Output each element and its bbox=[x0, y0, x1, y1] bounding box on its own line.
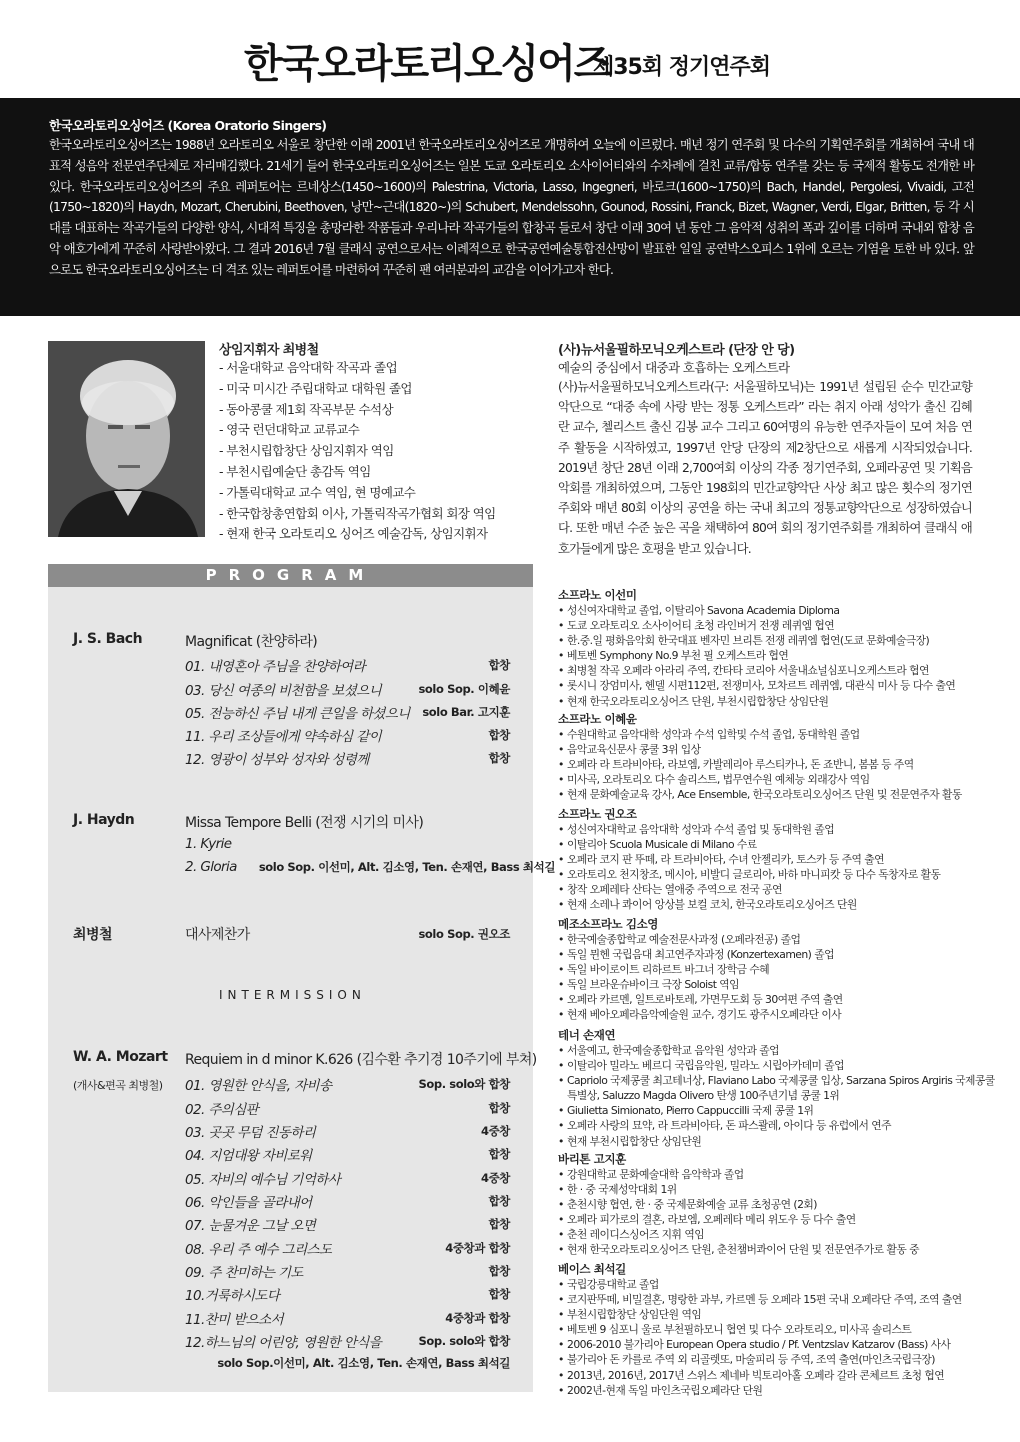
list-item: • 강원대학교 문화예술대학 음악학과 졸업 bbox=[558, 1167, 998, 1182]
soloist-block bbox=[558, 587, 998, 709]
composer-arranger: (개사&편곡 최병철) bbox=[73, 1079, 163, 1092]
list-item: - 미국 미시간 주립대학교 대학원 졸업 bbox=[219, 380, 412, 396]
soloist-name: 메조소프라노 김소영 bbox=[558, 917, 658, 931]
movement-performer: Sop. solo와 합창 bbox=[418, 1334, 510, 1348]
movement-title: 11.찬미 받으소서 bbox=[185, 1312, 284, 1328]
list-item: • 창작 오페레타 산타는 열애중 주역으로 전국 공연 bbox=[558, 882, 998, 897]
list-item: • 한.중.일 평화음악회 한국대표 벤자민 브리튼 전쟁 레퀴엠 협연(도쿄 문화예술극장) bbox=[558, 633, 998, 648]
list-item: • 불가리아 돈 카를로 주역 외 리골렛또, 마술피리 등 주역, 조역 출연(마인츠국립극장) bbox=[558, 1352, 998, 1367]
list-item: • 오페라 카르멘, 일트로바토레, 가면무도회 등 30여편 주역 출연 bbox=[558, 992, 998, 1007]
movement-performer: 4중창과 합창 bbox=[445, 1311, 510, 1325]
soloist-career-list bbox=[558, 603, 998, 709]
work-missa: Missa Tempore Belli (전쟁 시기의 미사) bbox=[185, 815, 424, 831]
movement-line bbox=[185, 859, 555, 875]
movement-title: 07. 눈물겨운 그날 오면 bbox=[185, 1218, 316, 1234]
movement-performer: solo Bar. 고지훈 bbox=[422, 705, 510, 719]
movement-title: 05. 자비의 예수님 기억하사 bbox=[185, 1172, 341, 1188]
list-item: • 현재 부천시립합창단 상임단원 bbox=[558, 1134, 998, 1149]
list-item: - 현재 한국 오라토리오 싱어즈 예술감독, 상임지휘자 bbox=[219, 526, 488, 542]
movement-performer: 합창 bbox=[488, 1101, 510, 1115]
list-item: • 현재 한국오라토리오싱어즈 단원, 춘천챔버콰이어 단원 및 전문연주가로 활동 중 bbox=[558, 1242, 998, 1257]
conductor-career-list bbox=[219, 358, 496, 545]
soloist-block bbox=[558, 1261, 998, 1398]
work-magnificat: Magnificat (찬양하라) bbox=[185, 634, 318, 650]
movement-performer: 합창 bbox=[488, 728, 510, 742]
list-item: • Giulietta Simionato, Pierro Cappuccilli 국제 콩쿨 1위 bbox=[558, 1103, 998, 1118]
list-item: • 이탈리아 밀라노 베르디 국립음악원, 밀라노 시립아카데미 졸업 bbox=[558, 1058, 998, 1073]
list-item: • 현재 베아오페라음악예술원 교수, 경기도 광주시오페라단 이사 bbox=[558, 1007, 998, 1022]
movement-title: 12.하느님의 어린양, 영원한 안식을 bbox=[185, 1335, 382, 1351]
list-item: • 수원대학교 음악대학 성악과 수석 입학및 수석 졸업, 동대학원 졸업 bbox=[558, 727, 998, 742]
soloist-name: 소프라노 권오조 bbox=[558, 807, 637, 821]
movement-performer: 4중창 bbox=[480, 1171, 510, 1185]
movement-performer: solo Sop. 이혜윤 bbox=[418, 682, 510, 696]
list-item: - 부천시립예술단 총감독 역임 bbox=[219, 463, 371, 479]
movement-performer: Sop. solo와 합창 bbox=[418, 1077, 510, 1091]
list-item: • 현재 한국오라토리오싱어즈 단원, 부천시립합창단 상임단원 bbox=[558, 694, 998, 709]
movement-title: 1. Kyrie bbox=[185, 836, 232, 852]
soloist-career-list bbox=[558, 1043, 998, 1149]
movement-title: 01. 영원한 안식을, 자비송 bbox=[185, 1078, 332, 1094]
list-item: • 서울예고, 한국예술종합학교 음악원 성악과 졸업 bbox=[558, 1043, 998, 1058]
list-item: - 가톨릭대학교 교수 역임, 현 명예교수 bbox=[219, 484, 416, 500]
list-item: • 음악교육신문사 콩쿨 3위 입상 bbox=[558, 742, 998, 757]
orchestra-title: (사)뉴서울필하모닉오케스트라 (단장 안 당) bbox=[558, 343, 795, 358]
movement-title: 05. 전능하신 주님 내게 큰일을 하셨으니 bbox=[185, 706, 410, 722]
movement-title: 12. 영광이 성부와 성자와 성령께 bbox=[185, 752, 369, 768]
soloist-name: 베이스 최석길 bbox=[558, 1262, 626, 1276]
movement-performer: 합창 bbox=[488, 751, 510, 765]
list-item: • 독일 브라운슈바이크 극장 Soloist 역임 bbox=[558, 977, 998, 992]
movement-performer: solo Sop. 권오조 bbox=[418, 927, 510, 941]
soloist-career-list bbox=[558, 1277, 998, 1398]
list-item: • 독일 뮌헨 국립음대 최고연주자과정 (Konzertexamen) 졸업 bbox=[558, 947, 998, 962]
list-item: • 현재 문화예술교육 강사, Ace Ensemble, 한국오라토리오싱어즈 단원 및 전문연주자 활동 bbox=[558, 787, 998, 802]
work-requiem: Requiem in d minor K.626 (김수환 추기경 10주기에 부쳐) bbox=[185, 1052, 537, 1068]
movement-performer: 합창 bbox=[488, 1147, 510, 1161]
list-item: • 춘천 레이디스싱어즈 지휘 역임 bbox=[558, 1227, 998, 1242]
movement-title: 03. 곳곳 무덤 진동하리 bbox=[185, 1125, 316, 1141]
work-hymn: 대사제찬가 bbox=[185, 927, 250, 943]
movement-title: 10.거룩하시도다 bbox=[185, 1288, 280, 1304]
movement-title: 06. 악인들을 골라내어 bbox=[185, 1195, 312, 1211]
list-item: - 영국 런던대학교 교류교수 bbox=[219, 422, 360, 438]
list-item: • 2013년, 2016년, 2017년 스위스 제네바 빅토리아홀 오페라 갈라 콘체르트 초청 협연 bbox=[558, 1368, 998, 1383]
list-item: • 성신여자대학교 졸업, 이탈리아 Savona Academia Diploma bbox=[558, 603, 998, 618]
soloist-name: 바리톤 고지훈 bbox=[558, 1152, 626, 1166]
list-item: - 부천시립합창단 상임지휘자 역임 bbox=[219, 443, 394, 459]
soloist-name: 테너 손재연 bbox=[558, 1028, 616, 1042]
list-item: • 베토벤 9 심포니 울로 부천필하모니 협연 및 다수 오라토리오, 미사곡 솔리스트 bbox=[558, 1322, 998, 1337]
list-item: • 부천시립합창단 상임단원 역임 bbox=[558, 1307, 998, 1322]
list-item: • 한국예술종합학교 예술전문사과정 (오페라전공) 졸업 bbox=[558, 932, 998, 947]
conductor-photo bbox=[48, 341, 205, 537]
list-item: • 도쿄 오라토리오 소사이어티 초청 라인버거 전쟁 레퀴엠 협연 bbox=[558, 618, 998, 633]
list-item: • 성신여자대학교 음악대학 성악과 수석 졸업 및 동대학원 졸업 bbox=[558, 822, 998, 837]
list-item: • 이탈리아 Scuola Musicale di Milano 수료 bbox=[558, 837, 998, 852]
movement-title: 11. 우리 조상들에게 약속하심 같이 bbox=[185, 729, 382, 745]
soloist-career-list bbox=[558, 1167, 998, 1258]
soloist-block bbox=[558, 806, 998, 913]
portrait-illustration bbox=[48, 341, 205, 537]
movement-performer: 합창 bbox=[488, 1194, 510, 1208]
composer-bach: J. S. Bach bbox=[73, 631, 143, 647]
soloist-block bbox=[558, 916, 998, 1023]
list-item: • 미사곡, 오라토리오 다수 솔리스트, 법무연수원 예체능 외래강사 역임 bbox=[558, 772, 998, 787]
orchestra-body: (사)뉴서울필하모닉오케스트라(구: 서울필하모닉)는 1991년 설립된 순수 민간교향악단으로 “대중 속에 사랑 받는 정통 오케스트라” 라는 취지 아래 성악가 출신 김혜란 교수, 첼리스트 출신 김봉 교수 그리고 60여명의 유능한 연주자들이 모여 처음 연주 활동을 시작하였고, 1997년 안당 단장의 제2창단으로 새롭게 시작되었습니다. 2019년 창단 28년 이래 2,700여회 이상의 각종 정기연주회, 오페라공연 및 기획음악회를 개최하였으며, 그동안 198회의 민간교향악단 사상 최고 많은 횟수의 정기연주회와 매년 80회 이상의 공연을 하는 국내 최고의 정통교향악단으로 성장하였습니다. 또한 매년 수준 높은 곡을 채택하여 80여 회의 정기연주회를 개최하여 클래식 애호가들에게 많은 호평을 받고 있습니다. bbox=[558, 380, 972, 556]
movement-performer: 합창 bbox=[488, 1264, 510, 1278]
intro-heading: 한국오라토리오싱어즈 (Korea Oratorio Singers) bbox=[49, 118, 327, 133]
orchestra-subtitle: 예술의 중심에서 대중과 호흡하는 오케스트라 bbox=[558, 360, 790, 375]
soloist-block bbox=[558, 1027, 998, 1149]
soloist-career-list bbox=[558, 727, 998, 802]
movement-title: 08. 우리 주 예수 그리스도 bbox=[185, 1242, 332, 1258]
list-item: • Capriolo 국제콩쿨 최고테너상, Flaviano Labo 국제콩쿨 입상, Sarzana Spiros Argiris 국제콩쿨 특별상, Saluzzo Magda Olivero 탄생 100주년기념 콩쿨 1위 bbox=[558, 1073, 998, 1103]
composer-choi: 최병철 bbox=[73, 927, 113, 943]
intro-body: 한국오라토리오싱어즈는 1988년 오라토리오 서울로 창단한 이래 2001년 한국오라토리오싱어즈로 개명하여 오늘에 이르렀다. 매년 정기 연주회 및 다수의 기획연주회를 개최하여 국내 대표적 성음악 전문연주단체로 자리매김했다. 21세기 들어 한국오라토리오싱어즈는 일본 도쿄 오라토리오 소사이어티와의 수차례에 걸친 교류/합동 연주를 갖는 등 국제적 활동도 전개한 바 있다. 한국오라토리오싱어즈의 주요 레퍼토어는 르네상스(1450~1600)의 Palestrina, Victoria, Lasso, Ingegneri, 바로크(1600~1750)의 Bach, Handel, Pergolesi, Vivaidi, 고전(1750~1820)의 Haydn, Mozart, Cherubini, Beethoven, 낭만~근대(1820~)의 Schubert, Mendelssohn, Gounod, Rossini, Franck, Bizet, Wagner, Verdi, Elgar, Britten, 등 각 시대를 대표하는 작곡가들의 다양한 양식, 시대적 특징을 총망라한 작품들과 우리나라 작곡가들의 합창곡 들로서 창단 이래 30여 년 동안 그 음악적 성취의 폭과 깊이를 더하며 국내외 합창 음악 애호가에게 꾸준히 사랑받아왔다. 그 결과 2016년 7월 클래식 공연으로서는 이례적으로 한국공연예술통합전산망이 발표한 일일 공연박스오피스 1위에 오르는 기염을 토한 바 있다. 앞으로도 한국오라토리오싱어즈는 더 격조 있는 레퍼토어를 마련하여 꾸준히 팬 여러분과의 교감을 이어가고자 한다. bbox=[49, 138, 974, 277]
movement-title: 2. Gloria bbox=[185, 859, 237, 875]
intro-section bbox=[0, 98, 1020, 316]
list-item: - 한국합창총연합회 이사, 가톨릭작곡가협회 회장 역임 bbox=[219, 505, 496, 521]
page-title: 한국오라토리오싱어즈 bbox=[244, 41, 611, 87]
movement-title: 04. 지엄대왕 자비로워 bbox=[185, 1148, 312, 1164]
movement-performer: 4중창 bbox=[480, 1124, 510, 1138]
soloist-block bbox=[558, 711, 998, 802]
soloist-career-list bbox=[558, 932, 998, 1023]
list-item: - 서울대학교 음악대학 작곡과 졸업 bbox=[219, 360, 398, 375]
list-item: • 베토벤 Symphony No.9 부천 필 오케스트라 협연 bbox=[558, 648, 998, 663]
list-item: • 코지판뚜떼, 비밀결혼, 명랑한 과부, 카르멘 등 오페라 15편 국내 오페라단 주역, 조역 출연 bbox=[558, 1292, 998, 1307]
list-item: • 한 · 중 국제성악대회 1위 bbox=[558, 1182, 998, 1197]
list-item: • 춘천시향 협연, 한 · 중 국제문화예술 교류 초청공연 (2회) bbox=[558, 1197, 998, 1212]
movement-performer: solo Sop. 이선미, Alt. 김소영, Ten. 손재연, Bass 최석길 bbox=[258, 860, 556, 874]
movement-performer: 합창 bbox=[488, 658, 510, 672]
movement-title: 02. 주의심판 bbox=[185, 1102, 259, 1118]
movement-title: 09. 주 찬미하는 기도 bbox=[185, 1265, 303, 1281]
list-item: • 최병철 작곡 오페라 아라리 주역, 칸타타 코리아 서울내쇼널심포니오케스트라 협연 bbox=[558, 663, 998, 678]
composer-haydn: J. Haydn bbox=[73, 812, 135, 828]
list-item: • 국립강릉대학교 졸업 bbox=[558, 1277, 998, 1292]
soloist-name: 소프라노 이선미 bbox=[558, 588, 637, 602]
soloist-name: 소프라노 이혜윤 bbox=[558, 712, 637, 726]
intermission-label: INTERMISSION bbox=[219, 988, 366, 1002]
conductor-title: 상임지휘자 최병철 bbox=[219, 343, 319, 358]
list-item: • 오라토리오 천지창조, 메시아, 비발디 글로리아, 바하 마니피캇 등 다수 독창자로 활동 bbox=[558, 867, 998, 882]
list-item: • 롯시니 장엄미사, 헨델 시편112편, 전쟁미사, 모차르트 레퀴엠, 대관식 미사 등 다수 출연 bbox=[558, 678, 998, 693]
movement-performer: 4중창과 합창 bbox=[445, 1241, 510, 1255]
soloist-block bbox=[558, 1151, 998, 1258]
list-item: • 2006-2010 불가리아 European Opera studio / Pf. Ventzslav Katzarov (Bass) 사사 bbox=[558, 1337, 998, 1352]
composer-mozart: W. A. Mozart bbox=[73, 1049, 168, 1065]
list-item: • 2002년-현재 독일 마인츠국립오페라단 단원 bbox=[558, 1383, 998, 1398]
list-item: - 동아콩쿨 제1회 작곡부문 수석상 bbox=[219, 401, 393, 417]
requiem-soloists: solo Sop.이선미, Alt. 김소영, Ten. 손재연, Bass 최석길 bbox=[217, 1356, 510, 1370]
movement-title: 01. 내영혼아 주님을 찬양하여라 bbox=[185, 659, 366, 675]
program-bar: PROGRAM bbox=[48, 564, 533, 587]
movement-title: 03. 당신 여종의 비천함을 보셨으니 bbox=[185, 683, 382, 699]
list-item: • 오페라 사랑의 묘약, 라 트라비아타, 돈 파스콸레, 아이다 등 유럽에서 연주 bbox=[558, 1118, 998, 1133]
movement-performer: 합창 bbox=[488, 1217, 510, 1231]
list-item: • 현재 소레나 콰이어 앙상블 보컬 코치, 한국오라토리오싱어즈 단원 bbox=[558, 897, 998, 912]
concert-subtitle: 제35회 정기연주회 bbox=[593, 55, 771, 80]
list-item: • 독일 바이로이트 리하르트 바그너 장학금 수혜 bbox=[558, 962, 998, 977]
title-area bbox=[0, 0, 1020, 98]
soloist-career-list bbox=[558, 822, 998, 913]
movement-performer: 합창 bbox=[488, 1287, 510, 1301]
list-item: • 오페라 코지 판 뚜떼, 라 트라비아타, 수녀 안젤리카, 토스카 등 주역 출연 bbox=[558, 852, 998, 867]
list-item: • 오페라 피가로의 결혼, 라보엠, 오페레타 메리 위도우 등 다수 출연 bbox=[558, 1212, 998, 1227]
list-item: • 오페라 라 트라비아타, 라보엠, 카발레리아 루스티카나, 돈 죠반니, 봄봄 등 주역 bbox=[558, 757, 998, 772]
